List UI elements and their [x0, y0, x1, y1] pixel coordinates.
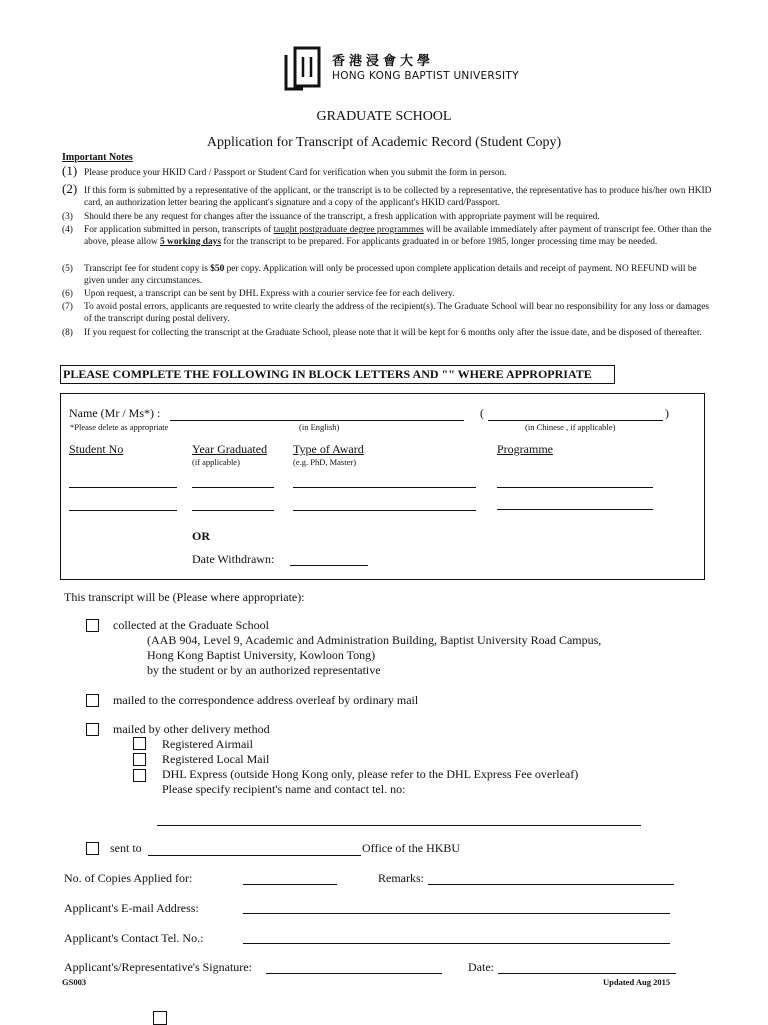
- date-field[interactable]: [498, 973, 676, 974]
- recipient-details-field[interactable]: [157, 825, 641, 826]
- type-of-award-field[interactable]: [293, 487, 476, 488]
- tel-field[interactable]: [243, 943, 670, 944]
- dhl-express-checkbox[interactable]: [133, 769, 146, 782]
- block-letters-heading: PLEASE COMPLETE THE FOLLOWING IN BLOCK LETTERS AND "" WHERE APPROPRIATE: [60, 365, 615, 384]
- programme-field-2[interactable]: [497, 509, 653, 510]
- note-number: (6): [62, 289, 73, 299]
- dhl-express-label: DHL Express (outside Hong Kong only, please refer to the DHL Express Fee overleaf): [162, 767, 579, 781]
- note-text: If you request for collecting the transcript at the Graduate School, please note that it will be kept for 6 months only after the issue date, and be disposed of thereafter.: [84, 328, 702, 338]
- student-no-label: Student No: [69, 442, 124, 456]
- mailed-other-label: mailed by other delivery method: [113, 722, 270, 736]
- form-code: GS003: [62, 977, 87, 987]
- note-text: For application submitted in person, transcripts of taught postgraduate degree programmes will be available immediately after payment of transcript fee. Other than the above, please allow 5 working days for the transcript to be prepared. For applicants graduated in or before 1985, longer processing time may be needed.: [84, 225, 712, 247]
- remarks-label: Remarks:: [378, 871, 424, 885]
- note-item: [62, 163, 712, 180]
- type-of-award-field-2[interactable]: [293, 510, 476, 511]
- note-item: [62, 264, 712, 287]
- note-number: (2): [62, 181, 78, 196]
- university-name-chinese: 香港浸會大學: [332, 54, 435, 69]
- university-name-english: HONG KONG BAPTIST UNIVERSITY: [332, 70, 519, 82]
- programme-field[interactable]: [497, 487, 653, 488]
- note-item: [62, 225, 712, 248]
- collected-by: by the student or by an authorized representative: [147, 663, 381, 677]
- registered-local-mail-checkbox[interactable]: [133, 753, 146, 766]
- programme-label: Programme: [497, 442, 553, 456]
- date-withdrawn-label: Date Withdrawn:: [192, 552, 275, 566]
- mailed-ordinary-checkbox[interactable]: [86, 694, 99, 707]
- delivery-intro: This transcript will be (Please where appropriate):: [64, 590, 305, 604]
- award-example-label: (e.g. PhD, Master): [293, 457, 357, 467]
- delete-note: *Please delete as appropriate: [70, 422, 169, 432]
- school-title: GRADUATE SCHOOL: [316, 109, 452, 124]
- in-english-label: (in English): [299, 422, 340, 432]
- copies-field[interactable]: [243, 884, 337, 885]
- note-item: [62, 328, 712, 340]
- student-no-field-2[interactable]: [69, 510, 177, 511]
- name-label: Name (Mr / Ms*) :: [69, 406, 161, 420]
- or-label: OR: [192, 529, 210, 543]
- sent-to-label: sent to: [110, 841, 142, 855]
- date-withdrawn-field[interactable]: [290, 565, 368, 566]
- note-item: [62, 181, 712, 209]
- email-field[interactable]: [243, 913, 670, 914]
- in-chinese-label: (in Chinese , if applicable): [525, 422, 616, 432]
- note-text: To avoid postal errors, applicants are requested to write clearly the address of the recipient(s). The Graduate School will bear no responsibility for any loss or damages of the transcript during postal delivery.: [84, 302, 710, 324]
- type-of-award-label: Type of Award: [293, 442, 364, 456]
- remarks-field[interactable]: [428, 884, 674, 885]
- signature-field[interactable]: [266, 973, 442, 974]
- note-text: Upon request, a transcript can be sent by DHL Express with a courier service fee for each delivery.: [84, 289, 455, 299]
- registered-airmail-checkbox[interactable]: [133, 737, 146, 750]
- notes-heading: Important Notes: [62, 152, 133, 163]
- note-number: (5): [62, 264, 73, 274]
- note-item: [62, 212, 712, 224]
- student-no-field[interactable]: [69, 487, 177, 488]
- note-text: If this form is submitted by a representative of the applicant, or the transcript is to be collected by a representative, the representative has to produce his/her own HKID card, an authorization letter bearing the applicant's signature and a copy of the applicant's HKID card/Passport.: [84, 186, 712, 208]
- mailed-other-checkbox[interactable]: [86, 723, 99, 736]
- year-graduated-label: Year Graduated: [192, 442, 268, 456]
- paren-close: ): [665, 406, 669, 420]
- specify-recipient-label: Please specify recipient's name and contact tel. no:: [162, 782, 406, 796]
- note-number: (1): [62, 163, 78, 178]
- name-english-field[interactable]: [170, 420, 464, 421]
- signature-label: Applicant's/Representative's Signature:: [64, 960, 252, 974]
- date-label: Date:: [468, 960, 494, 974]
- note-item: [62, 302, 712, 325]
- note-text: Transcript fee for student copy is $50 per copy. Application will only be processed upon complete application details and receipt of payment. NO REFUND will be given under any circumstances.: [84, 264, 697, 286]
- note-number: (3): [62, 212, 73, 222]
- note-text: Should there be any request for changes after the issuance of the transcript, a fresh application with appropriate payment will be required.: [84, 212, 600, 222]
- collected-checkbox[interactable]: [86, 619, 99, 632]
- note-number: (4): [62, 225, 73, 235]
- paren-open: (: [480, 406, 484, 420]
- mailed-ordinary-label: mailed to the correspondence address overleaf by ordinary mail: [113, 693, 419, 707]
- note-text: Please produce your HKID Card / Passport or Student Card for verification when you submit the form in person.: [84, 168, 507, 178]
- tel-label: Applicant's Contact Tel. No.:: [64, 931, 204, 945]
- updated-date: Updated Aug 2015: [603, 977, 671, 987]
- year-graduated-field[interactable]: [192, 487, 274, 488]
- sent-to-checkbox[interactable]: [86, 842, 99, 855]
- form-title: Application for Transcript of Academic Record (Student Copy): [206, 135, 562, 150]
- bottom-checkbox[interactable]: [153, 1011, 167, 1025]
- hkbu-logo-icon: [283, 45, 323, 93]
- sent-to-field[interactable]: [148, 855, 361, 856]
- note-item: [62, 289, 712, 301]
- if-applicable-label: (if applicable): [192, 457, 240, 467]
- note-number: (8): [62, 328, 73, 338]
- office-label: Office of the HKBU: [362, 841, 461, 855]
- collected-label: collected at the Graduate School: [113, 618, 269, 632]
- year-graduated-field-2[interactable]: [192, 510, 274, 511]
- copies-label: No. of Copies Applied for:: [64, 871, 193, 885]
- registered-local-mail-label: Registered Local Mail: [162, 752, 270, 766]
- name-chinese-field[interactable]: [488, 420, 663, 421]
- registered-airmail-label: Registered Airmail: [162, 737, 253, 751]
- collected-address-1: (AAB 904, Level 9, Academic and Administration Building, Baptist University Road Campus,: [147, 633, 602, 647]
- email-label: Applicant's E-mail Address:: [64, 901, 199, 915]
- note-number: (7): [62, 302, 73, 312]
- collected-address-2: Hong Kong Baptist University, Kowloon Tong): [147, 648, 376, 662]
